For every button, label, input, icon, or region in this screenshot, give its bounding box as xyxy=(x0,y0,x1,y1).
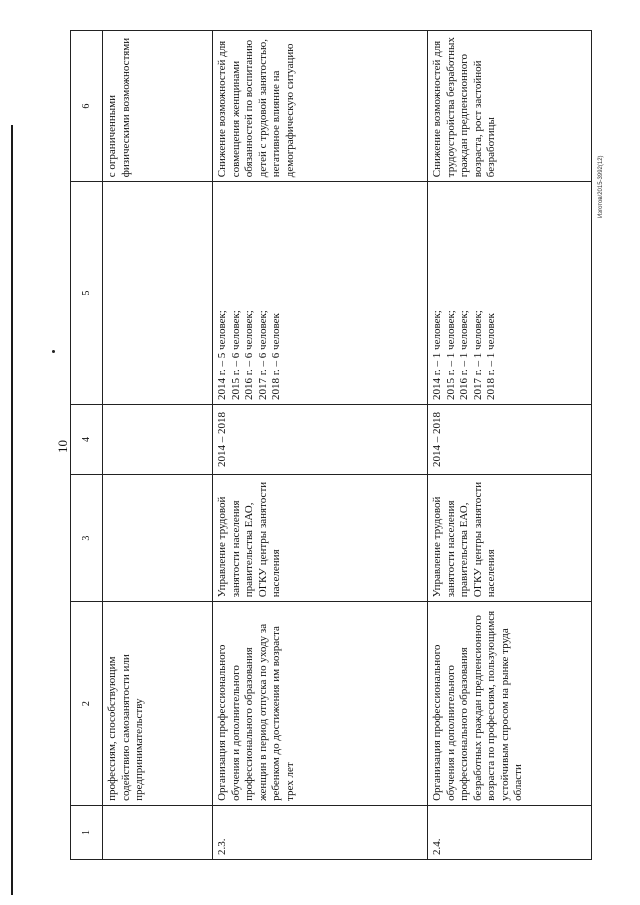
table-row xyxy=(103,31,213,860)
executor-cell: Управление трудовой занятости населения правительства ЕАО, ОГКУ центры занятости населения xyxy=(428,474,592,601)
row-number: 2.3. xyxy=(213,805,428,859)
page-number: 10 xyxy=(55,440,70,453)
event-cell: профессиям, способствующим содействию самозанятости или предпринимательству xyxy=(103,602,213,806)
column-header: 1 xyxy=(71,805,103,859)
table-row xyxy=(213,31,428,860)
column-header: 6 xyxy=(71,31,103,182)
scan-edge-line xyxy=(11,125,13,895)
executor-cell: Управление трудовой занятости населения правительства ЕАО, ОГКУ центры занятости населения xyxy=(213,474,428,601)
table-row xyxy=(428,31,592,860)
table-header-row xyxy=(71,31,103,860)
indicator-cell: 2014 г. – 5 человек; 2015 г. – 6 человек; 2016 г. – 6 человек; 2017 г. – 6 человек; 2018 г. – 6 человек xyxy=(213,182,428,405)
period-cell: 2014 – 2018 xyxy=(213,404,428,474)
column-header: 4 xyxy=(71,404,103,474)
column-header: 3 xyxy=(71,474,103,601)
scan-speck xyxy=(52,350,55,353)
row-number: 2.4. xyxy=(428,805,592,859)
executor-cell xyxy=(103,474,213,601)
measures-table xyxy=(70,30,592,860)
period-cell: 2014 – 2018 xyxy=(428,404,592,474)
column-header: 2 xyxy=(71,602,103,806)
risk-cell: Снижение возможностей для трудоустройства безработных граждан предпенсионного возраста, рост застойной безработицы xyxy=(428,31,592,182)
column-header: 5 xyxy=(71,182,103,405)
risk-cell: с ограниченными физическими возможностями xyxy=(103,31,213,182)
document-code: Изготов/2015-3992(12) xyxy=(598,155,604,218)
indicator-cell xyxy=(103,182,213,405)
indicator-cell: 2014 г. – 1 человек; 2015 г. – 1 человек; 2016 г. – 1 человек; 2017 г. – 1 человек; 2018 г. – 1 человек xyxy=(428,182,592,405)
event-cell: Организация профессионального обучения и дополнительного профессионального образования женщин в период отпуска по уходу за ребенком до достижения им возраста трех лет xyxy=(213,602,428,806)
risk-cell: Снижение возможностей для совмещения женщинами обязанностей по воспитанию детей с трудовой занятостью, негативное влияние на демографическую ситуацию xyxy=(213,31,428,182)
event-cell: Организация профессионального обучения и дополнительного профессионального образования безработных граждан предпенсионного возраста по профессиям, пользующимся устойчивым спросом на рынке труда области xyxy=(428,602,592,806)
period-cell xyxy=(103,404,213,474)
row-number xyxy=(103,805,213,859)
